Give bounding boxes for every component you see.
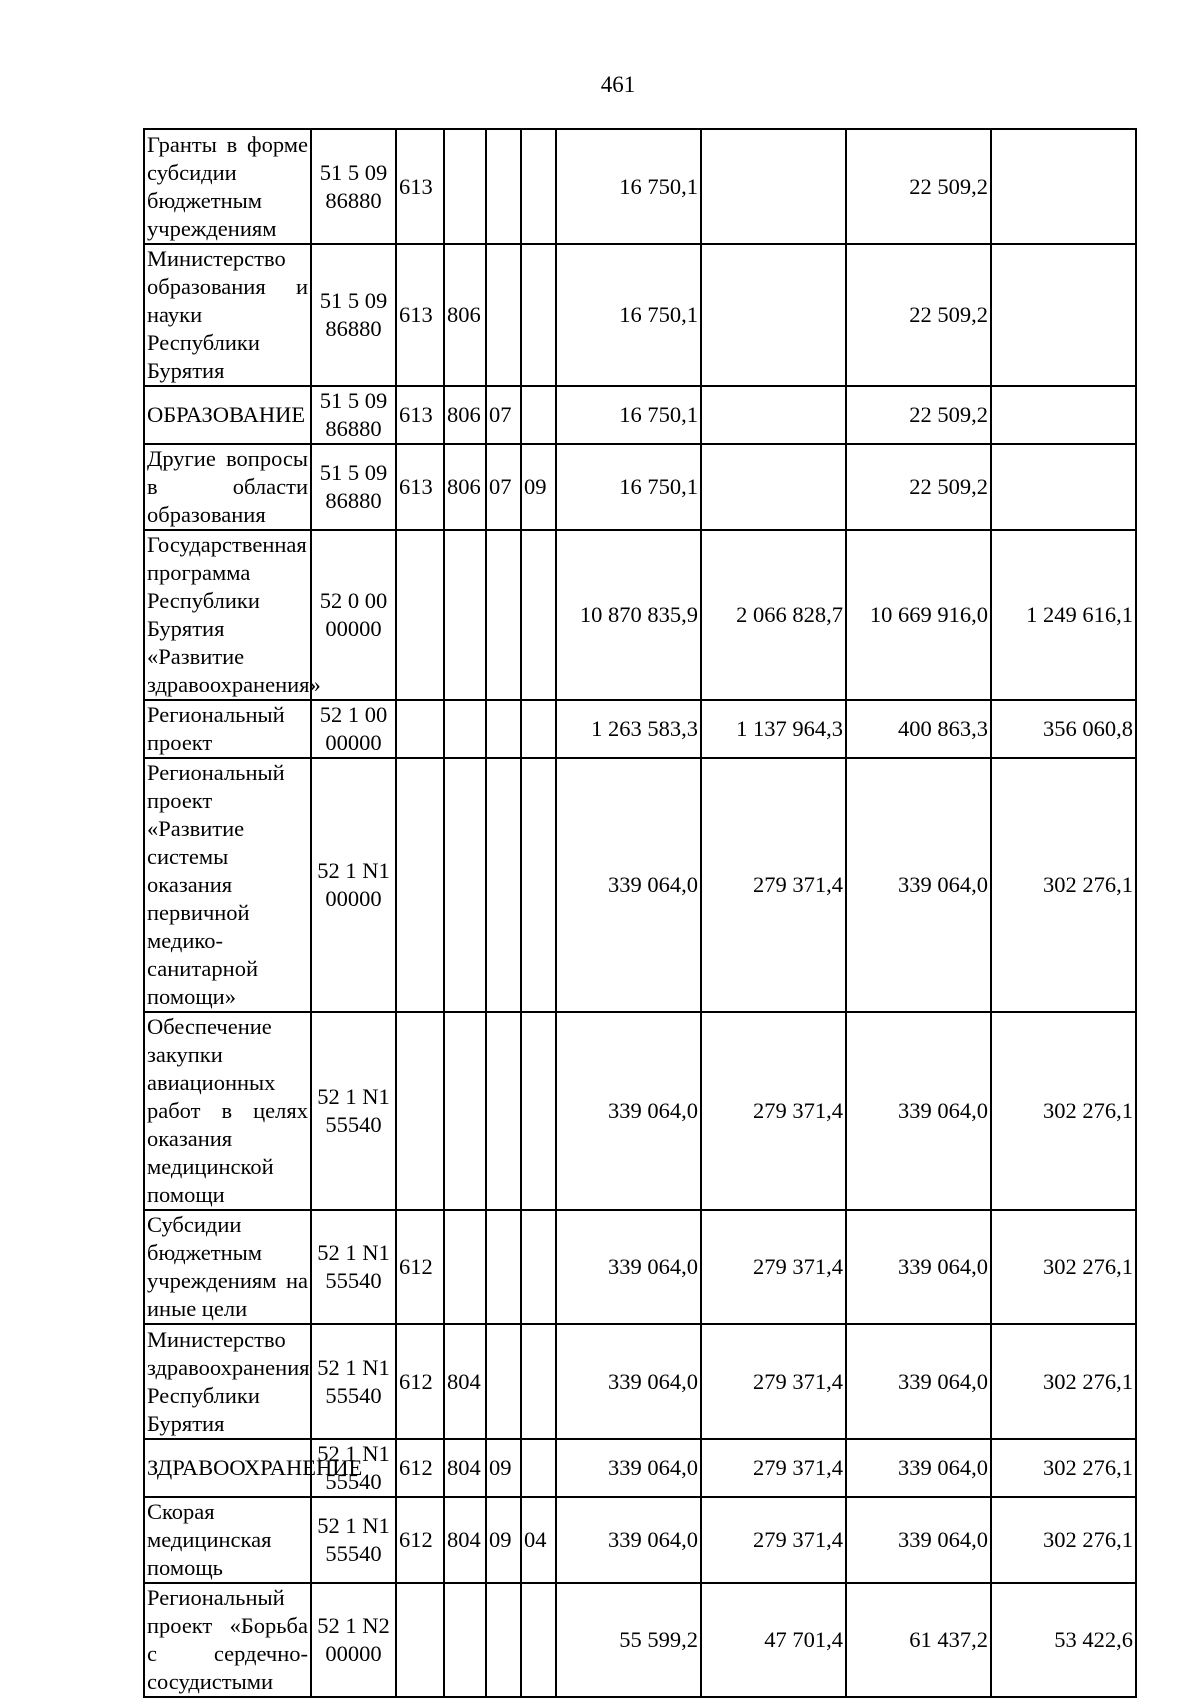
table-row <box>144 1583 1136 1697</box>
value-3: 339 064,0 <box>846 1324 991 1439</box>
subsection-code: 09 <box>521 444 556 530</box>
section-code: 09 <box>486 1439 521 1497</box>
expense-type-code <box>396 700 444 758</box>
ministry-code <box>444 1583 486 1697</box>
target-article-code: 52 1 N1 55540 <box>311 1012 396 1210</box>
section-code <box>486 1210 521 1324</box>
target-article-code: 51 5 09 86880 <box>311 444 396 530</box>
value-3: 10 669 916,0 <box>846 530 991 700</box>
value-3: 61 437,2 <box>846 1583 991 1697</box>
value-1: 16 750,1 <box>556 386 701 444</box>
expense-type-code: 612 <box>396 1210 444 1324</box>
value-2: 47 701,4 <box>701 1583 846 1697</box>
value-1: 1 263 583,3 <box>556 700 701 758</box>
expense-type-code <box>396 1583 444 1697</box>
table-row <box>144 1497 1136 1583</box>
section-code <box>486 244 521 386</box>
value-2: 279 371,4 <box>701 1210 846 1324</box>
ministry-code: 804 <box>444 1324 486 1439</box>
ministry-code <box>444 129 486 244</box>
target-article-code: 52 1 N1 55540 <box>311 1439 396 1497</box>
subsection-code <box>521 1210 556 1324</box>
row-name: Обеспечение закупки авиационных работ в целях оказания медицинской помощи <box>144 1012 311 1210</box>
value-4: 356 060,8 <box>991 700 1136 758</box>
target-article-code: 52 1 N1 55540 <box>311 1324 396 1439</box>
ministry-code <box>444 700 486 758</box>
table-row <box>144 1012 1136 1210</box>
ministry-code: 806 <box>444 386 486 444</box>
table-row <box>144 129 1136 244</box>
target-article-code: 52 1 N1 00000 <box>311 758 396 1012</box>
expense-type-code: 613 <box>396 244 444 386</box>
value-4 <box>991 444 1136 530</box>
value-3: 339 064,0 <box>846 758 991 1012</box>
value-3: 339 064,0 <box>846 1012 991 1210</box>
table-row <box>144 530 1136 700</box>
value-4: 302 276,1 <box>991 1497 1136 1583</box>
value-4 <box>991 244 1136 386</box>
target-article-code: 52 1 N1 55540 <box>311 1210 396 1324</box>
value-2 <box>701 129 846 244</box>
subsection-code: 04 <box>521 1497 556 1583</box>
row-name: Субсидии бюджетным учреждениям на иные цели <box>144 1210 311 1324</box>
subsection-code <box>521 129 556 244</box>
value-2 <box>701 244 846 386</box>
expense-type-code: 612 <box>396 1439 444 1497</box>
page-number: 461 <box>600 72 636 97</box>
expense-type-code: 613 <box>396 444 444 530</box>
table-row <box>144 386 1136 444</box>
value-4 <box>991 129 1136 244</box>
ministry-code <box>444 1012 486 1210</box>
value-3: 22 509,2 <box>846 129 991 244</box>
value-4: 302 276,1 <box>991 1012 1136 1210</box>
target-article-code: 51 5 09 86880 <box>311 129 396 244</box>
subsection-code <box>521 700 556 758</box>
section-code <box>486 1012 521 1210</box>
section-code <box>486 530 521 700</box>
expense-type-code: 613 <box>396 386 444 444</box>
value-2: 279 371,4 <box>701 1324 846 1439</box>
value-1: 339 064,0 <box>556 1324 701 1439</box>
value-3: 22 509,2 <box>846 444 991 530</box>
value-3: 22 509,2 <box>846 244 991 386</box>
value-4: 1 249 616,1 <box>991 530 1136 700</box>
subsection-code <box>521 244 556 386</box>
subsection-code <box>521 1324 556 1439</box>
value-1: 339 064,0 <box>556 1439 701 1497</box>
value-2: 1 137 964,3 <box>701 700 846 758</box>
row-name: ОБРАЗОВАНИЕ <box>144 386 311 444</box>
budget-table <box>143 128 1137 1698</box>
ministry-code: 804 <box>444 1439 486 1497</box>
section-code <box>486 700 521 758</box>
ministry-code <box>444 1210 486 1324</box>
subsection-code <box>521 1012 556 1210</box>
subsection-code <box>521 386 556 444</box>
subsection-code <box>521 1583 556 1697</box>
row-name: Министерство здравоохранения Республики Бурятия <box>144 1324 311 1439</box>
value-2: 279 371,4 <box>701 1012 846 1210</box>
section-code <box>486 129 521 244</box>
value-4: 302 276,1 <box>991 1324 1136 1439</box>
value-2: 279 371,4 <box>701 758 846 1012</box>
value-3: 339 064,0 <box>846 1439 991 1497</box>
table-row <box>144 444 1136 530</box>
expense-type-code: 612 <box>396 1324 444 1439</box>
value-1: 55 599,2 <box>556 1583 701 1697</box>
expense-type-code: 612 <box>396 1497 444 1583</box>
target-article-code: 52 0 00 00000 <box>311 530 396 700</box>
value-4 <box>991 386 1136 444</box>
value-1: 339 064,0 <box>556 1210 701 1324</box>
value-3: 339 064,0 <box>846 1497 991 1583</box>
section-code <box>486 1583 521 1697</box>
value-1: 16 750,1 <box>556 244 701 386</box>
row-name: Другие вопросы в области образования <box>144 444 311 530</box>
subsection-code <box>521 758 556 1012</box>
target-article-code: 52 1 N2 00000 <box>311 1583 396 1697</box>
row-name: Скорая медицинская помощь <box>144 1497 311 1583</box>
row-name: Региональный проект «Борьба с сердечно-сосудистыми <box>144 1583 311 1697</box>
ministry-code: 806 <box>444 244 486 386</box>
subsection-code <box>521 1439 556 1497</box>
value-1: 339 064,0 <box>556 1497 701 1583</box>
ministry-code <box>444 758 486 1012</box>
value-3: 22 509,2 <box>846 386 991 444</box>
target-article-code: 51 5 09 86880 <box>311 244 396 386</box>
value-2: 2 066 828,7 <box>701 530 846 700</box>
target-article-code: 52 1 N1 55540 <box>311 1497 396 1583</box>
table-row <box>144 244 1136 386</box>
row-name: Региональный проект «Развитие системы оказания первичной медико-санитарной помощи» <box>144 758 311 1012</box>
section-code: 09 <box>486 1497 521 1583</box>
value-2: 279 371,4 <box>701 1439 846 1497</box>
value-2: 279 371,4 <box>701 1497 846 1583</box>
expense-type-code <box>396 1012 444 1210</box>
target-article-code: 51 5 09 86880 <box>311 386 396 444</box>
table-row <box>144 1324 1136 1439</box>
section-code: 07 <box>486 386 521 444</box>
table-row <box>144 758 1136 1012</box>
row-name: Министерство образования и науки Республики Бурятия <box>144 244 311 386</box>
expense-type-code: 613 <box>396 129 444 244</box>
target-article-code: 52 1 00 00000 <box>311 700 396 758</box>
ministry-code: 806 <box>444 444 486 530</box>
row-name: Государственная программа Республики Бурятия «Развитие здравоохранения» <box>144 530 311 700</box>
table-row <box>144 1210 1136 1324</box>
value-1: 16 750,1 <box>556 444 701 530</box>
table-row <box>144 1439 1136 1497</box>
row-name: Гранты в форме субсидии бюджетным учреждениям <box>144 129 311 244</box>
ministry-code <box>444 530 486 700</box>
value-3: 339 064,0 <box>846 1210 991 1324</box>
row-name: Региональный проект <box>144 700 311 758</box>
value-3: 400 863,3 <box>846 700 991 758</box>
value-4: 302 276,1 <box>991 1439 1136 1497</box>
value-4: 302 276,1 <box>991 758 1136 1012</box>
expense-type-code <box>396 530 444 700</box>
value-1: 10 870 835,9 <box>556 530 701 700</box>
value-1: 339 064,0 <box>556 1012 701 1210</box>
row-name: ЗДРАВООХРАНЕНИЕ <box>144 1439 311 1497</box>
value-4: 302 276,1 <box>991 1210 1136 1324</box>
section-code <box>486 1324 521 1439</box>
ministry-code: 804 <box>444 1497 486 1583</box>
value-2 <box>701 386 846 444</box>
value-2 <box>701 444 846 530</box>
value-4: 53 422,6 <box>991 1583 1136 1697</box>
value-1: 16 750,1 <box>556 129 701 244</box>
table-row <box>144 700 1136 758</box>
section-code <box>486 758 521 1012</box>
value-1: 339 064,0 <box>556 758 701 1012</box>
subsection-code <box>521 530 556 700</box>
section-code: 07 <box>486 444 521 530</box>
expense-type-code <box>396 758 444 1012</box>
